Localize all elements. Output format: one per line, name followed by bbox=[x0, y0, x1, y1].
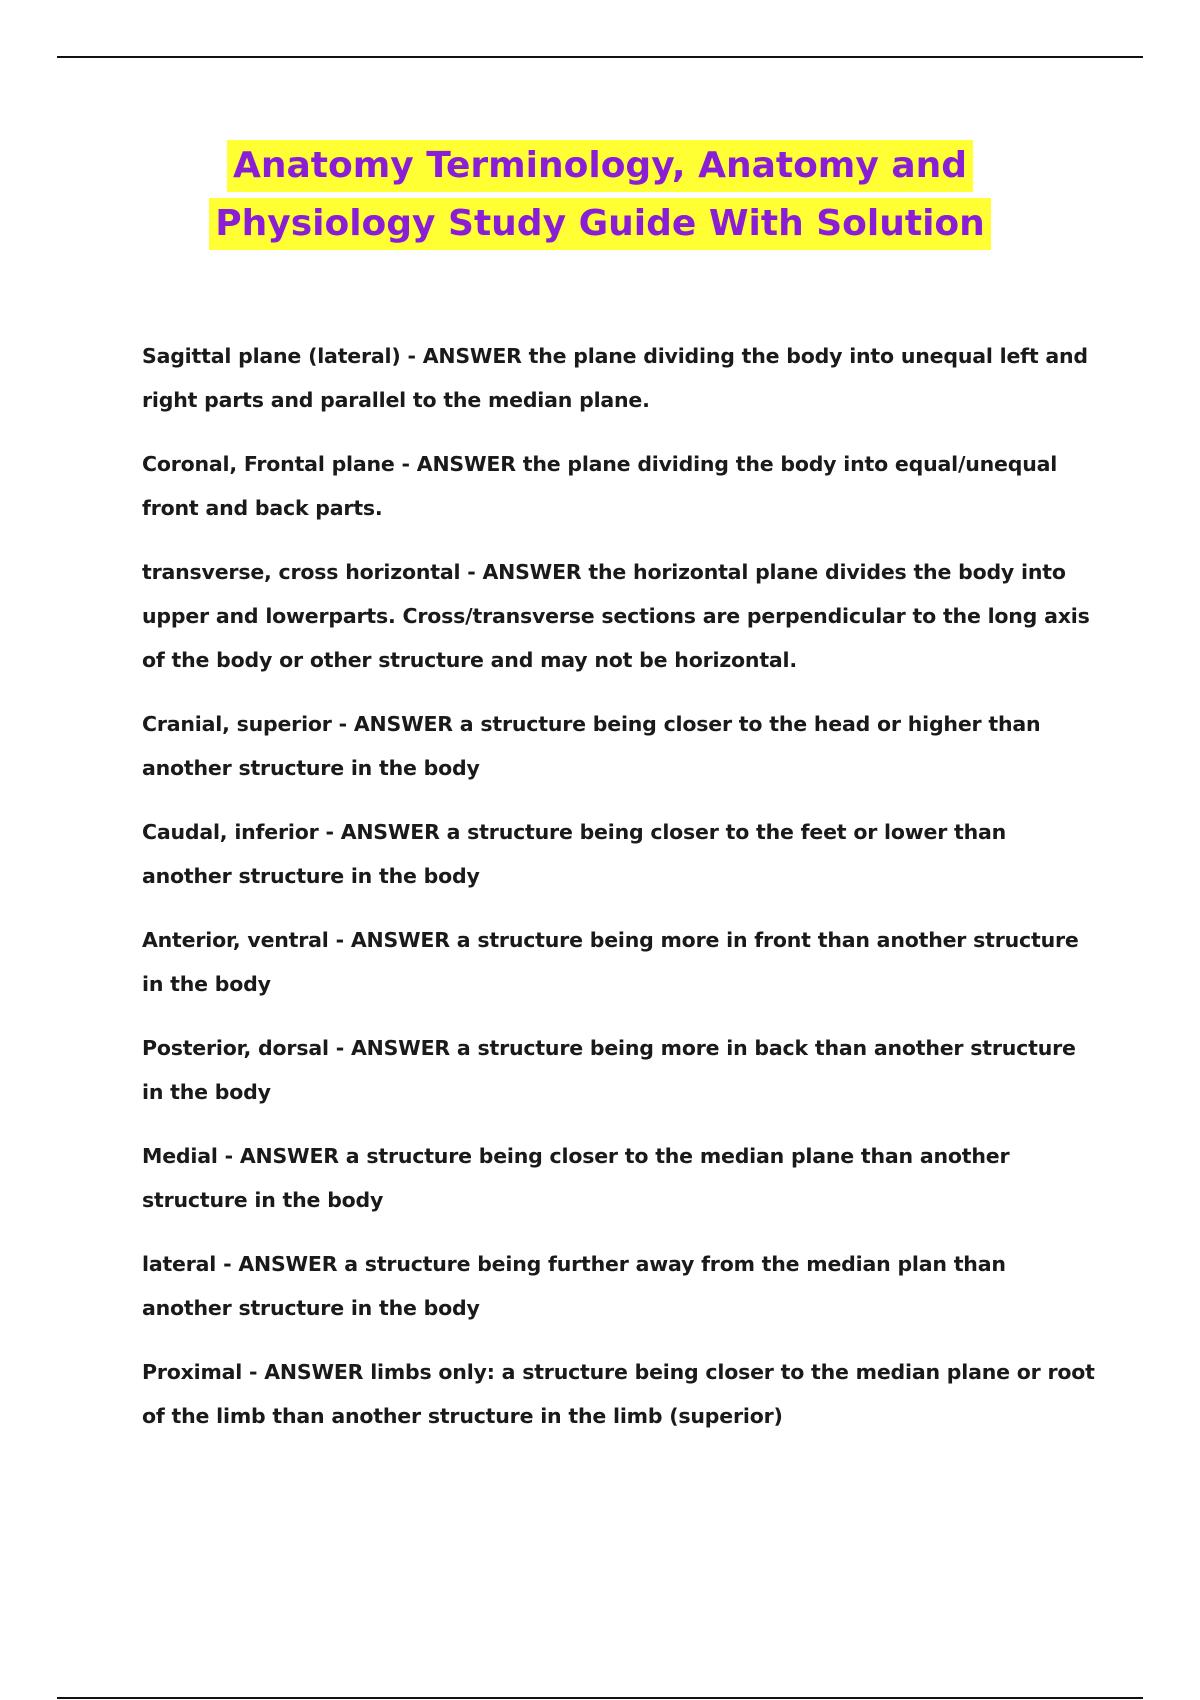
top-divider bbox=[57, 56, 1143, 58]
term-entry-posterior: Posterior, dorsal - ANSWER a structure being more in back than another structure in the body bbox=[142, 1036, 1076, 1104]
title-line-2: Physiology Study Guide With Solution bbox=[209, 198, 991, 250]
bottom-divider bbox=[57, 1697, 1143, 1699]
document-title bbox=[0, 140, 1200, 250]
term-entry-caudal: Caudal, inferior - ANSWER a structure being closer to the feet or lower than another structure in the body bbox=[142, 820, 1007, 888]
term-entry-proximal: Proximal - ANSWER limbs only: a structure being closer to the median plane or root of the limb than another structure in the limb (superior) bbox=[142, 1360, 1095, 1428]
term-entry-lateral: lateral - ANSWER a structure being further away from the median plan than another structure in the body bbox=[142, 1252, 1006, 1320]
term-entry-cranial: Cranial, superior - ANSWER a structure being closer to the head or higher than another structure in the body bbox=[142, 712, 1041, 780]
term-entry-anterior: Anterior, ventral - ANSWER a structure being more in front than another structure in the body bbox=[142, 928, 1079, 996]
term-list bbox=[142, 334, 1102, 1458]
term-entry-sagittal: Sagittal plane (lateral) - ANSWER the plane dividing the body into unequal left and right parts and parallel to the median plane. bbox=[142, 344, 1088, 412]
term-entry-transverse: transverse, cross horizontal - ANSWER the horizontal plane divides the body into upper and lowerparts. Cross/transverse sections are perpendicular to the long axis of the body or other structure and may not be horizontal. bbox=[142, 560, 1090, 672]
title-line-1: Anatomy Terminology, Anatomy and bbox=[227, 140, 973, 192]
term-entry-medial: Medial - ANSWER a structure being closer to the median plane than another structure in the body bbox=[142, 1144, 1010, 1212]
term-entry-coronal: Coronal, Frontal plane - ANSWER the plane dividing the body into equal/unequal front and back parts. bbox=[142, 452, 1058, 520]
